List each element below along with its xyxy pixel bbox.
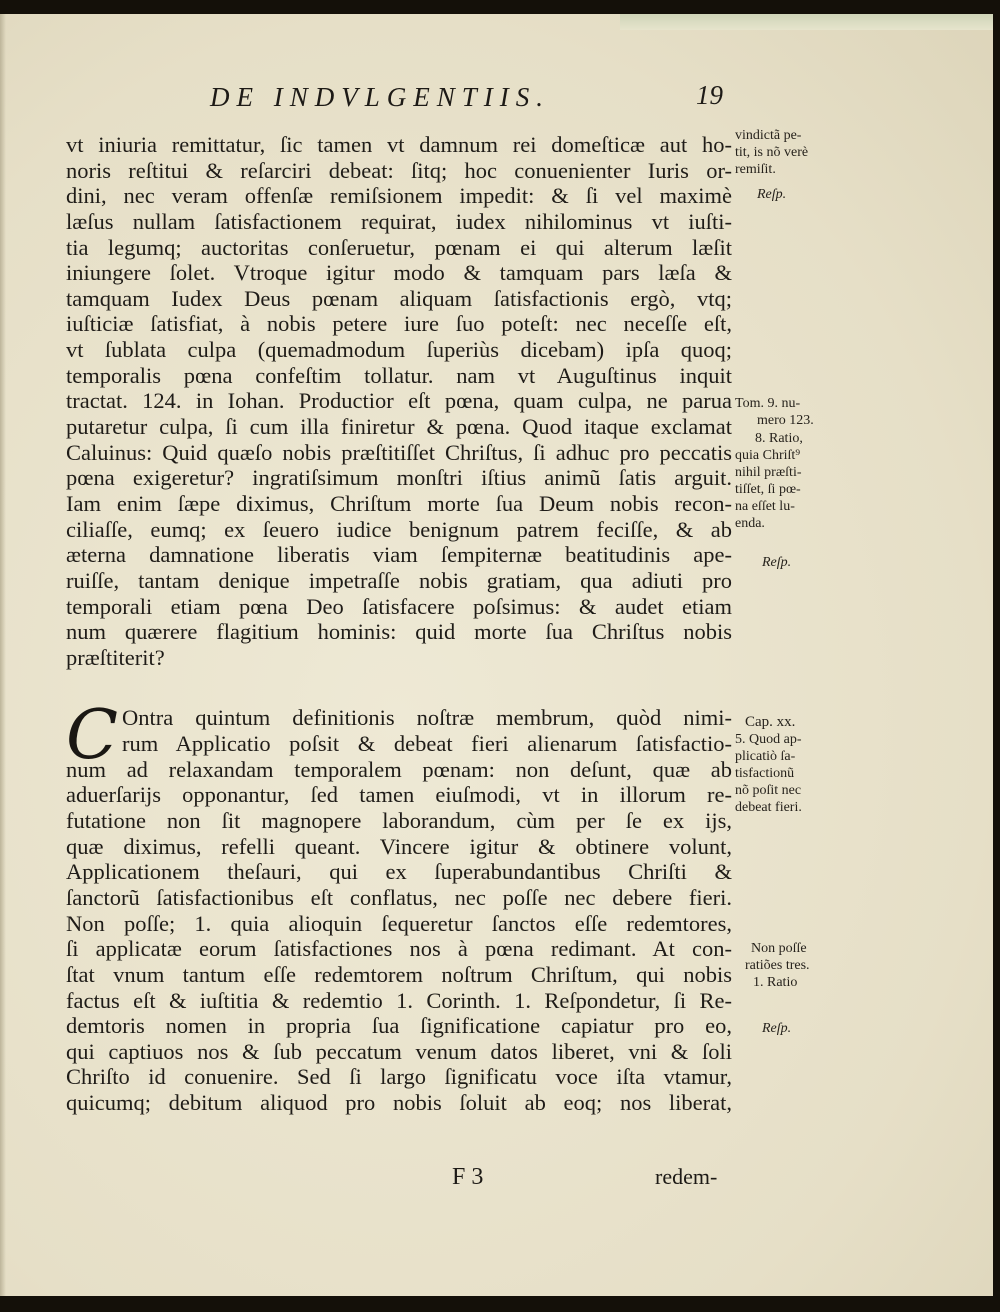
signature-mark: F 3	[452, 1164, 484, 1190]
margin-note-line: mero 123.	[757, 413, 814, 428]
margin-note-vindicta	[735, 127, 808, 178]
margin-note-line: tit, is nõ verè	[735, 145, 809, 160]
text-line: præſtiterit?	[66, 644, 165, 670]
margin-note-line: vindictã pe-	[735, 128, 802, 143]
margin-note-resp: Reſp.	[762, 555, 792, 570]
page-number: 19	[696, 80, 723, 110]
text-line: num ad relaxandam temporalem pœnam: non deſunt, quæ ab	[66, 756, 732, 782]
text-line: quicumq; debitum aliquod pro nobis ſoluit ab eoq; nos liberat,	[66, 1090, 732, 1116]
text-line: tamquam Iudex Deus pœnam aliquam ſatisfactionis ergò, vtq;	[66, 285, 732, 311]
margin-note-line: Tom. 9. nu-	[735, 396, 801, 411]
paragraph-2	[66, 696, 732, 1116]
text-line: tractat. 124. in Iohan. Productior eſt pœna, quam culpa, ne parua	[66, 388, 732, 414]
text-line: temporali etiam pœna Deo ſatisfacere poſsimus: & audet etiam	[66, 593, 732, 619]
text-line: num quærere flagitium hominis: quid morte ſua Chriſtus nobis	[66, 619, 732, 645]
margin-note-line: 5. Quod ap-	[735, 732, 802, 747]
text-line: putaretur culpa, ſi cum illa finiretur & pœna. Quod itaque exclamat	[66, 414, 732, 440]
text-line: temporalis pœna confeſtim tollatur. nam vt Auguſtinus inquit	[66, 362, 732, 388]
margin-note-line: tisfactionũ	[735, 766, 795, 781]
text-line: Iam enim ſæpe diximus, Chriſtum morte ſua Deum nobis recon-	[66, 490, 732, 516]
text-line: Applicationem theſauri, qui ex ſuperabundantibus Chriſti &	[66, 859, 732, 885]
main-text-block	[66, 132, 732, 1116]
text-line: ciliaſſe, eumq; ex ſeuero iudice benignum patrem feciſſe, & ab	[66, 516, 732, 542]
paragraph-gap	[66, 670, 732, 705]
text-line: pœna exigeretur? ingratiſsimum monſtri iſtius animũ ſatis arguit.	[66, 465, 732, 491]
text-line: vt ſublata culpa (quemadmodum ſuperiùs dicebam) ipſa quoq;	[66, 337, 732, 363]
book-page	[0, 14, 993, 1296]
text-line: ſanctorũ ſatisfactionibus eſt conflatus, nec poſſe nec debere fieri.	[66, 884, 732, 910]
margin-note-line: ratiões tres.	[745, 958, 810, 973]
margin-note-line: 8. Ratio,	[755, 431, 803, 446]
catchword: redem-	[655, 1164, 718, 1189]
margin-note-line: enda.	[735, 516, 765, 531]
margin-note-line: nõ poſit nec	[735, 783, 802, 798]
margin-note-line: Non poſſe	[751, 941, 807, 956]
text-line: rum Applicatio poſsit & debeat fieri alienarum ſatisfactio-	[122, 731, 732, 757]
paragraph-1	[66, 132, 732, 670]
tape-strip	[620, 14, 993, 30]
text-line: factus eſt & iuſtitia & redemtio 1. Corinth. 1. Reſpondetur, ſi Re-	[66, 987, 732, 1013]
margin-note-line: nihil præſti-	[735, 465, 802, 480]
text-line: quæ diximus, refelli queant. Vincere igitur & obtinere volunt,	[66, 833, 732, 859]
margin-note-chapter	[735, 714, 802, 816]
running-title: DE INDVLGENTIIS.	[210, 82, 550, 112]
text-line: noris reſtitui & reſarciri debeat: ſitq; hoc conuenienter Iuris or-	[66, 157, 732, 183]
margin-note-line: 1. Ratio	[753, 975, 798, 990]
text-line: ſtat vnum tantum eſſe redemtorem noſtrum Chriſtum, qui nobis	[66, 961, 732, 987]
margin-note-line: debeat fieri.	[735, 800, 802, 815]
margin-note-line: quia Chriſt⁹	[735, 448, 801, 463]
text-line: ſi applicatæ eorum ſatisfactiones nos à pœna redimant. At con-	[66, 936, 732, 962]
text-line: qui captiuos nos & ſub peccatum venum datos liberet, vni & ſoli	[66, 1038, 732, 1064]
text-line: tia legumq; auctoritas conſeruetur, pœnam ei qui alterum læſit	[66, 234, 732, 260]
margin-note-non-posse	[745, 940, 810, 991]
text-line: æterna damnatione liberatis viam ſempiternæ beatitudinis ape-	[66, 542, 732, 568]
margin-note-resp: Reſp.	[757, 187, 787, 202]
text-line: ruiſſe, tantam denique impetraſſe nobis gratiam, qua adiuti pro	[66, 567, 732, 593]
margin-note-ratio-8	[735, 430, 803, 532]
margin-note-line: remiſit.	[735, 162, 776, 177]
margin-note-line: na eſſet lu-	[735, 499, 795, 514]
text-line: dini, nec veram offenſæ remiſsionem impedit: & ſi vel maximè	[66, 183, 732, 209]
margin-note-line: tiſſet, ſi pœ-	[735, 482, 801, 497]
page-gutter-shadow	[0, 14, 6, 1296]
margin-note-resp: Reſp.	[762, 1021, 792, 1036]
text-line: aduerſarijs opponantur, ſed tamen eiuſmodi, vt in illorum re-	[66, 782, 732, 808]
drop-cap: C	[66, 696, 119, 776]
margin-note-line: Cap. xx.	[745, 714, 796, 730]
margin-note-reference	[735, 395, 814, 429]
text-line: iniungere ſolet. Vtroque igitur modo & tamquam pars læſa &	[66, 260, 732, 286]
margin-note-line: plicatiò ſa-	[735, 749, 796, 764]
text-line: læſus nullam ſatisfactionem requirat, iudex nihilominus vt iuſti-	[66, 208, 732, 234]
text-line: Chriſto id conuenire. Sed ſi largo ſignificatu voce iſta vtamur,	[66, 1064, 732, 1090]
text-line: Non poſſe; 1. quia alioquin ſequeretur ſanctos eſſe redemtores,	[66, 910, 732, 936]
text-line: vt iniuria remittatur, ſic tamen vt damnum rei domeſticæ aut ho-	[66, 132, 732, 157]
text-line: Caluinus: Quid quæſo nobis præſtitiſſet Chriſtus, ſi adhuc pro peccatis	[66, 439, 732, 465]
text-line: demtoris nomen in propria ſua ſignificatione capiatur pro eo,	[66, 1013, 732, 1039]
text-line: iuſticiæ ſatisfiat, à nobis petere iure ſuo poteſt: nec neceſſe eſt,	[66, 311, 732, 337]
text-line: Ontra quintum definitionis noſtræ membrum, quòd nimi-	[122, 705, 732, 731]
text-line: futatione non ſit magnopere laborandum, cùm per ſe ex ijs,	[66, 808, 732, 834]
